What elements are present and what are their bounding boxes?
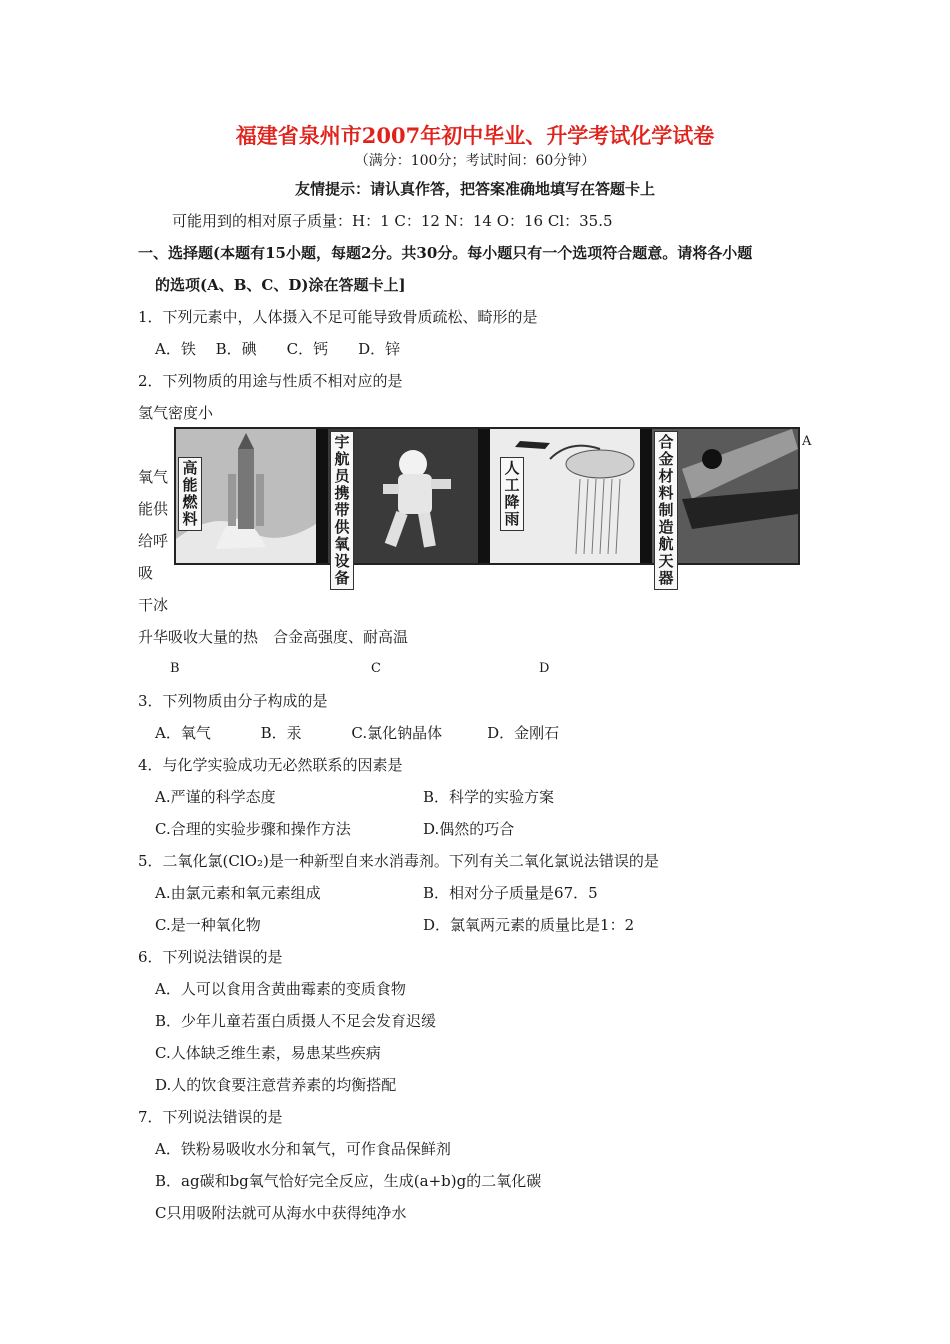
q3-stem: 3．下列物质由分子构成的是 — [138, 692, 328, 710]
q5-stem: 5．二氧化氯(ClO₂)是一种新型自来水消毒剂。下列有关二氧化氯说法错误的是 — [138, 852, 659, 870]
panel-spacecraft — [652, 429, 798, 587]
panel-rocket-launch — [176, 429, 316, 563]
panel-2-label: 宇航员携带供氧设备 — [330, 431, 354, 590]
q4-option-b: B．科学的实验方案 — [423, 788, 555, 806]
panel-divider — [478, 429, 490, 563]
q2-letter-c: C — [371, 661, 381, 676]
q6-option-c: C.人体缺乏维生素，易患某些疾病 — [155, 1044, 381, 1062]
q2-caption-c2: 升华吸收大量的热 合金高强度、耐高温 — [138, 628, 409, 646]
q2-figure — [174, 427, 800, 587]
q5-option-d: D．氯氧两元素的质量比是1：2 — [423, 916, 635, 934]
q6-stem: 6．下列说法错误的是 — [138, 948, 283, 966]
section-1-heading: 一、选择题(本题有15小题，每题2分。共30分。每小题只有一个选项符合题意。请将各小题 — [138, 244, 753, 262]
q4-option-c: C.合理的实验步骤和操作方法 — [155, 820, 351, 838]
q4-option-d: D.偶然的巧合 — [423, 820, 515, 838]
atomic-masses: 可能用到的相对原子质量：H：1 C：12 N：14 O：16 Cl：35.5 — [172, 212, 613, 230]
exam-title: 福建省泉州市2007年初中毕业、升学考试化学试卷 — [235, 123, 715, 148]
q5-option-b: B．相对分子质量是67．5 — [423, 884, 598, 902]
q2-letter-d: D — [539, 661, 550, 676]
panel-divider — [640, 429, 652, 563]
q7-stem: 7．下列说法错误的是 — [138, 1108, 283, 1126]
q1-options: A．铁 B．碘 C．钙 D．锌 — [155, 340, 401, 358]
q6-option-b: B．少年儿童若蛋白质摄人不足会发育迟缓 — [155, 1012, 437, 1030]
section-1-heading-cont: 的选项(A、B、C、D)涂在答题卡上] — [155, 276, 406, 294]
q2-caption-b-1: 氧气 — [138, 468, 169, 486]
q2-caption-c1: 干冰 — [138, 596, 169, 614]
exam-subtitle: （满分：100分；考试时间：60分钟） — [354, 153, 596, 169]
panel-4-label: 合金材料制造航天器 — [654, 431, 678, 590]
q2-caption-b-2: 能供 — [138, 500, 169, 518]
q2-letter-a: A — [802, 434, 812, 449]
q7-option-c: C只用吸附法就可从海水中获得纯净水 — [155, 1204, 407, 1222]
q5-option-c: C.是一种氧化物 — [155, 916, 261, 934]
q2-caption-b-4: 吸 — [138, 564, 154, 582]
q6-option-d: D.人的饮食要注意营养素的均衡搭配 — [155, 1076, 397, 1094]
q4-stem: 4．与化学实验成功无必然联系的因素是 — [138, 756, 403, 774]
panel-cloud-seeding — [490, 429, 640, 563]
panel-astronaut — [328, 429, 478, 587]
q2-caption-b-3: 给呼 — [138, 532, 169, 550]
q7-option-b: B．ag碳和bg氧气恰好完全反应，生成(a+b)g的二氧化碳 — [155, 1172, 542, 1190]
friendly-hint: 友情提示：请认真作答，把答案准确地填写在答题卡上 — [294, 180, 655, 198]
panel-divider — [316, 429, 328, 563]
q2-stem: 2．下列物质的用途与性质不相对应的是 — [138, 372, 403, 390]
q2-caption-a: 氢气密度小 — [138, 404, 214, 422]
q2-letter-b: B — [170, 661, 180, 676]
panel-1-label: 高能燃料 — [178, 457, 202, 531]
q5-option-a: A.由氯元素和氧元素组成 — [155, 884, 321, 902]
q4-option-a: A.严谨的科学态度 — [155, 788, 276, 806]
q6-option-a: A．人可以食用含黄曲霉素的变质食物 — [155, 980, 406, 998]
q1-stem: 1．下列元素中，人体摄入不足可能导致骨质疏松、畸形的是 — [138, 308, 538, 326]
panel-3-label: 人工降雨 — [500, 457, 524, 531]
q7-option-a: A．铁粉易吸收水分和氧气，可作食品保鲜剂 — [155, 1140, 451, 1158]
q3-options: A．氧气 B．汞 C.氯化钠晶体 D．金刚石 — [155, 724, 560, 742]
